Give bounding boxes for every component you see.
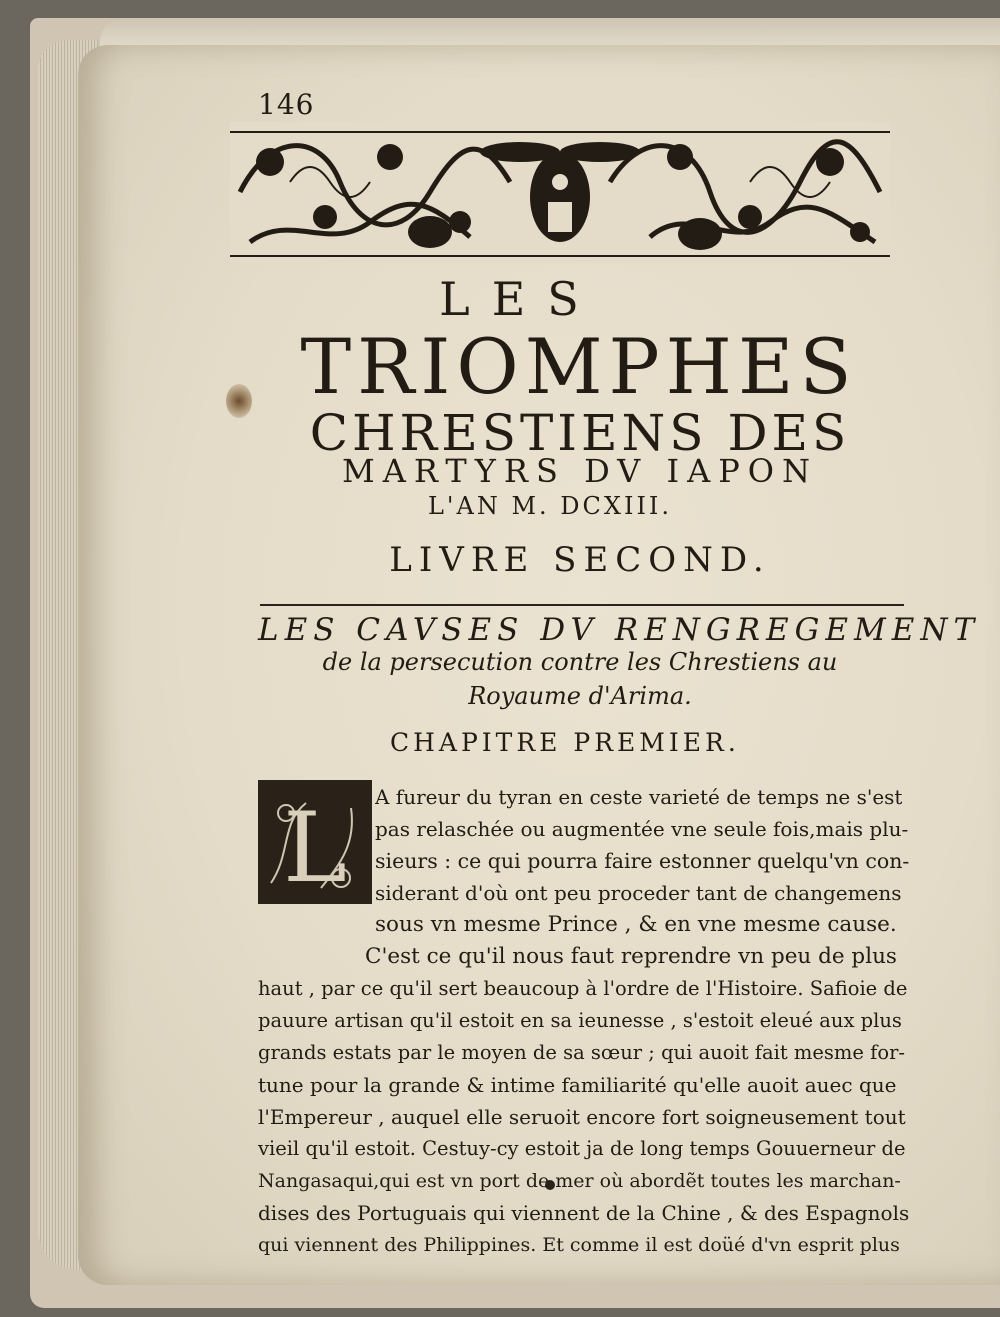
chapter-heading-line-1: LES CAVSES DV RENGREGEMENT — [258, 612, 981, 648]
horizontal-rule — [260, 604, 904, 606]
body-line-9: grands estats par le moyen de sa sœur ; qui auoit fait mesme for- — [258, 1041, 905, 1064]
body-line-15: qui viennent des Philippines. Et comme il est doüé d'vn esprit plus — [258, 1234, 900, 1256]
body-line-3: sieurs : ce qui pourra faire estonner quelqu'vn con- — [375, 849, 910, 873]
title-line-2: TRIOMPHES — [300, 322, 858, 411]
title-line-5: L'AN M. DCXIII. — [427, 492, 673, 520]
title-line-1: LES — [439, 272, 601, 326]
body-line-2: pas relaschée ou augmentée vne seule fois,mais plu- — [375, 817, 909, 841]
title-line-6: LIVRE SECOND. — [389, 540, 771, 580]
title-line-3: CHRESTIENS DES — [309, 404, 851, 462]
body-line-14: dises des Portuguais qui viennent de la Chine , & des Espagnols — [258, 1201, 910, 1225]
body-line-12: vieil qu'il estoit. Cestuy-cy estoit ja de long temps Gouuerneur de — [258, 1137, 906, 1160]
drop-cap-letter: L — [283, 792, 347, 904]
chapter-heading-line-2: de la persecution contre les Chrestiens au — [322, 648, 838, 676]
body-line-1: A fureur du tyran en ceste varieté de temps ne s'est — [375, 785, 903, 809]
body-line-8: pauure artisan qu'il estoit en sa ieunesse , s'estoit eleué aux plus — [258, 1009, 902, 1032]
title-line-4: MARTYRS DV IAPON — [342, 452, 818, 490]
ink-stain — [226, 384, 252, 418]
body-line-11: l'Empereur , auquel elle seruoit encore fort soigneusement tout — [258, 1105, 906, 1129]
ornamental-headpiece — [230, 122, 890, 262]
body-line-10: tune pour la grande & intime familiarité qu'elle auoit auec que — [258, 1073, 897, 1097]
body-line-6: C'est ce qu'il nous faut reprendre vn peu de plus — [365, 944, 897, 969]
chapter-heading-line-3: Royaume d'Arima. — [468, 682, 692, 710]
chapter-label: CHAPITRE PREMIER. — [390, 728, 740, 757]
body-line-5: sous vn mesme Prince , & en vne mesme cause. — [375, 912, 897, 937]
body-line-4: siderant d'où ont peu proceder tant de changemens — [375, 881, 902, 905]
page-number: 146 — [258, 88, 315, 121]
drop-cap-initial — [258, 780, 372, 904]
body-line-13: Nangasaqui,qui est vn port de mer où abordẽt toutes les marchan- — [258, 1170, 901, 1192]
body-line-7: haut , par ce qu'il sert beaucoup à l'ordre de l'Histoire. Safioie de — [258, 977, 908, 1000]
